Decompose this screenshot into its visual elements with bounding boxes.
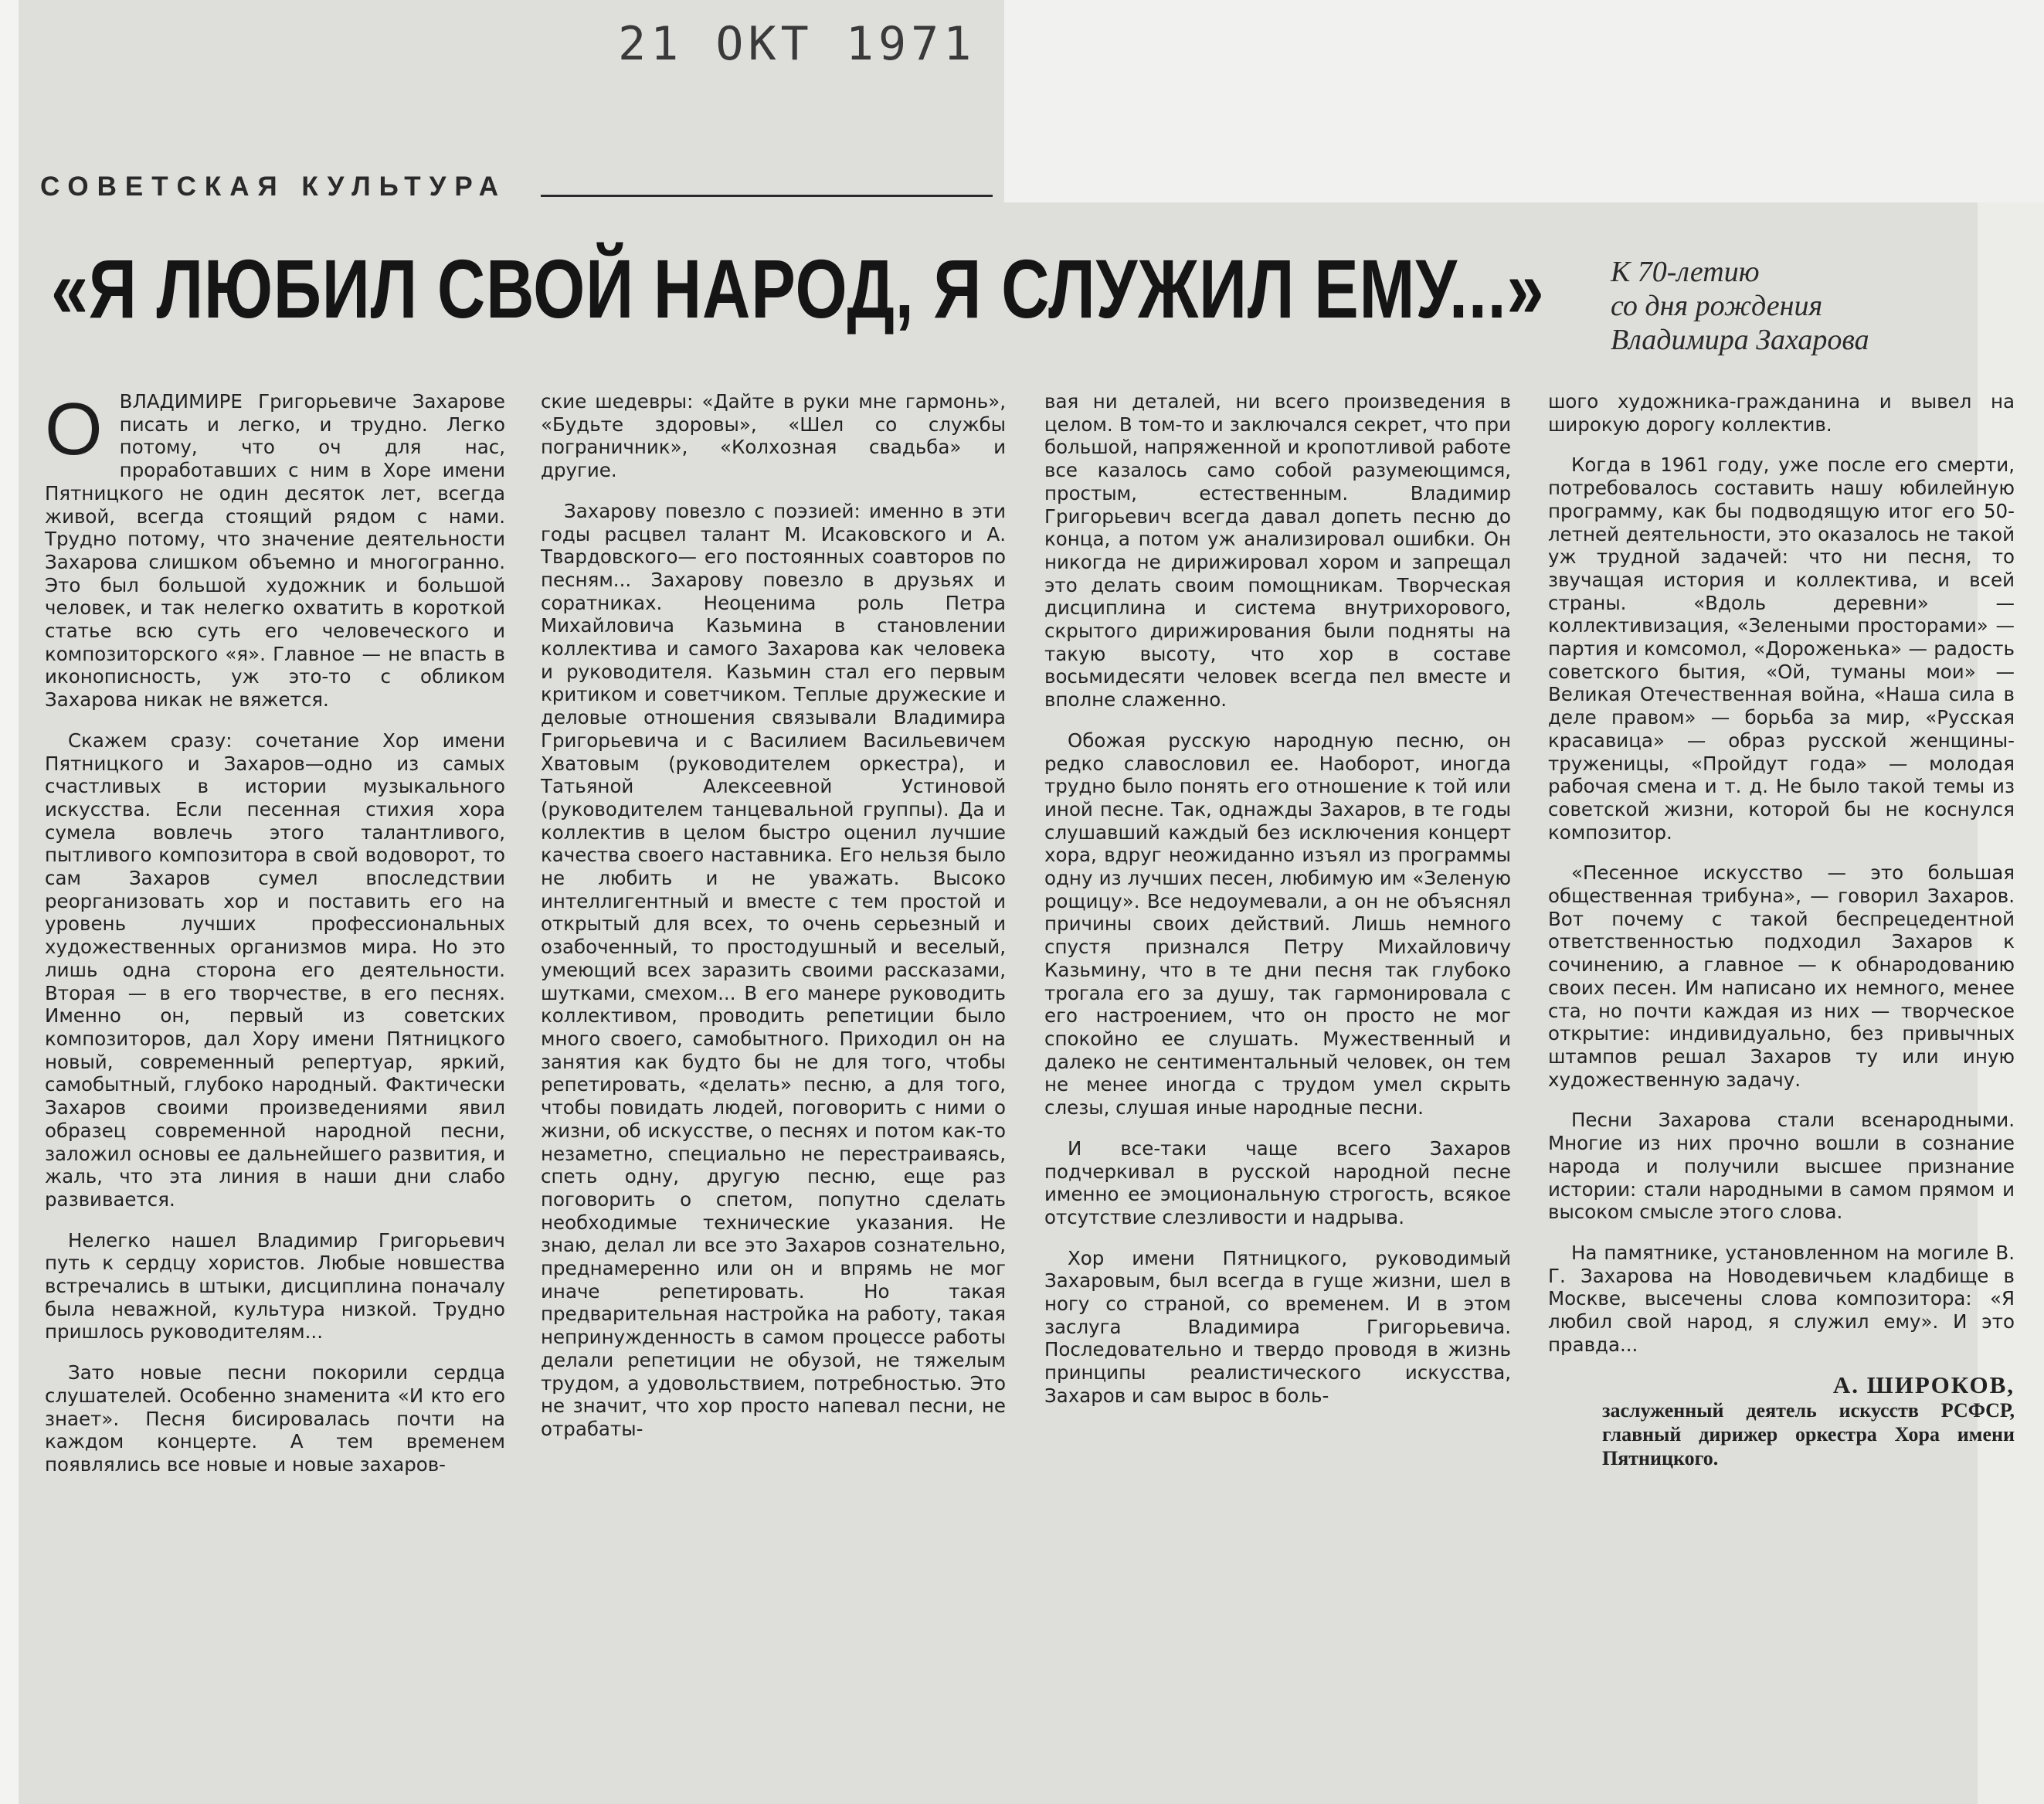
author-name: А. ШИРОКОВ, bbox=[1832, 1371, 2015, 1399]
article-column-3 bbox=[1044, 390, 1511, 1425]
article-paragraph: Нелегко нашел Владимир Григорьевич путь к сердцу хористов. Любые новшества встречались в штыки, дисциплина поначалу была неважной, культура низкой. Трудно пришлось руководителям... bbox=[45, 1228, 505, 1344]
article-paragraph: Зато новые песни покорили сердца слушателей. Особенно знаменита «И кто его знает». Песня бисировалась почти на каждом концерте. А тем временем появлялись все новые и новые захаров- bbox=[45, 1361, 505, 1476]
drop-cap: О bbox=[45, 388, 103, 471]
article-paragraph: «Песенное искусство — это большая общественная трибуна», — говорил Захаров. Вот почему с такой беспрецедентной ответственностью подходил Захаров к сочинению, а главное — к обнародованию своих песен. Им написано их немного, менее ста, но почти каждая из них — творческое открытие: индивидуально, без привычных штампов решал Захаров ту или иную художественную задачу. bbox=[1548, 861, 2015, 1091]
article-paragraph: вая ни деталей, ни всего произведения в целом. В том-то и заключался секрет, что при большой, напряженной и кропотливой работе все казалось само собой разумеющимся, простым, естественным. Владимир Григорьевич всегда давал допеть песню до конца, а потом уж анализировал ошибки. Он никогда не дирижировал хором и запрещал это делать своим помощникам. Творческая дисциплина и система внутрихорового, скрытого дирижирования были подняты на такую высоту, что хор в составе восьмидесяти человек всегда пел вместе и вполне слаженно. bbox=[1044, 390, 1511, 712]
masthead-rule bbox=[541, 195, 993, 197]
article-paragraph: Обожая русскую народную песню, он редко славословил ее. Наоборот, иногда трудно было понять его отношение к той или иной песне. Так, однажды Захаров, в те годы слушавший каждый без исключения концерт хора, вдруг неожиданно изъял из программы одну из лучших песен, любимую им «Зеленую рощицу». Все недоумевали, а он не объяснял причины своих действий. Лишь немного спустя признался Петру Михайловичу Казьмину, что в те дни песня так глубоко трогала его за душу, так гармонировала с его настроением, что он просто не мог спокойно ее слушать. Мужественный и далеко не сентиментальный человек, он тем не менее иногда с трудом умел скрыть слезы, слушая иные народные песни. bbox=[1044, 729, 1511, 1119]
article-paragraph: На памятнике, установленном на могиле В. Г. Захарова на Новодевичьем кладбище в Москве, высечены слова композитора: «Я любил свой народ, я служил ему». И это правда... bbox=[1548, 1241, 2015, 1356]
article-paragraph: Когда в 1961 году, уже после его смерти, потребовалось составить нашу юбилейную программу, как бы подводящую итог его 50-летней деятельности, это оказалось не такой уж трудной задачей: что ни песня, то звучащая история и коллектива, и всей страны. «Вдоль деревни» — коллективизация, «Зелеными просторами» — партия и комсомол, «Дороженька» — радость советского бытия, «Ой, туманы мои» — Великая Отечественная война, «Наша сила в деле правом» — борьба за мир, «Русская красавица» — образ русской женщины-труженицы, «Пройдут года» — молодая рабочая смена и т. д. Не было такой темы из советской жизни, которой бы не коснулся композитор. bbox=[1548, 454, 2015, 844]
article-paragraph: шого художника-гражданина и вывел на широкую дорогу коллектив. bbox=[1548, 390, 2015, 436]
article-paragraph bbox=[45, 390, 505, 712]
article-column-1 bbox=[45, 390, 505, 1494]
article-column-2 bbox=[541, 390, 1006, 1459]
rubric-line: Владимира Захарова bbox=[1611, 324, 1869, 356]
scan-margin bbox=[0, 0, 19, 1804]
paragraph-text: ВЛАДИМИРЕ Григорьевиче Захарове писать и легко, и трудно. Легко потому, что оч для нас, проработавших с ним в Хоре имени Пятницкого не один десяток лет, всегда живой, всегда стоящий рядом с нами. Трудно потому, что значение деятельности Захарова слишком объемно и многогранно. Это был большой художник и большой человек, и так нелегко охватить в короткой статье всю суть его человеческого и композиторского «я». Главное — не впасть в иконописность, уж это-то с обликом Захарова никак не вяжется. bbox=[45, 390, 505, 712]
author-title: заслуженный деятель искусств РСФСР, главный дирижер оркестра Хора имени Пятницкого. bbox=[1602, 1399, 2015, 1470]
rubric-line: К 70-летию bbox=[1611, 256, 1760, 288]
rubric bbox=[1611, 255, 2012, 357]
article-column-4 bbox=[1548, 390, 2015, 1470]
article-paragraph: Песни Захарова стали всенародными. Многие из них прочно вошли в сознание народа и получили высшее признание истории: стали народными в самом прямом и высоком смысле этого слова. bbox=[1548, 1109, 2015, 1224]
rubric-line: со дня рождения bbox=[1611, 290, 1823, 322]
date-stamp: 21 ОКТ 1971 bbox=[618, 17, 976, 71]
headline: «Я ЛЮБИЛ СВОЙ НАРОД, Я СЛУЖИЛ ЕМУ...» bbox=[51, 242, 1545, 335]
article-paragraph: И все-таки чаще всего Захаров подчеркивал в русской народной песне именно ее эмоциональную строгость, всякое отсутствие слезливости и надрыва. bbox=[1044, 1136, 1511, 1228]
article-paragraph: Захарову повезло с поэзией: именно в эти годы расцвел талант М. Исаковского и А. Твардовского— его постоянных соавторов по песням... Захарову повезло в друзьях и соратниках. Неоценима роль Петра Михайловича Казьмина в становлении коллектива и самого Захарова как человека и руководителя. Казьмин стал его первым критиком и советчиком. Теплые дружеские и деловые отношения связывали Владимира Григорьевича и с Василием Васильевичем Хватовым (руководителем оркестра), и Татьяной Алексеевной Устиновой (руководителем танцевальной группы). Да и коллектив в целом быстро оценил лучшие качества своего наставника. Его нельзя было не любить и не уважать. Высоко интеллигентный и вместе с тем простой и открытый для всех, то очень серьезный и озабоченный, то простодушный и веселый, умеющий всех заразить своими рассказами, шутками, смехом... В его манере руководить коллективом, проводить репетиции было много своего, самобытного. Приходил он на занятия как будто бы не для того, чтобы репетировать, «делать» песню, а для того, чтобы повидать людей, поговорить с ними о жизни, об искусстве, о песнях и потом как-то незаметно, специально не перестраиваясь, спеть одну, другую песню, еще раз поговорить о спетом, попутно сделать необходимые технические указания. Не знаю, делал ли все это Захаров сознательно, преднамеренно или он и впрямь не мог иначе репетировать. Но такая предварительная настройка на работу, такая непринужденность в самом процессе работы делали репетиции не обузой, не тяжелым трудом, а удовольствием, потребностью. Это не значит, что хор просто напевал песни, не отрабаты- bbox=[541, 499, 1006, 1440]
newspaper-name: СОВЕТСКАЯ КУЛЬТУРА bbox=[40, 172, 507, 202]
article-paragraph: ские шедевры: «Дайте в руки мне гармонь», «Будьте здоровы», «Шел со службы пограничник», «Колхозная свадьба» и другие. bbox=[541, 390, 1006, 482]
article-paragraph: Скажем сразу: сочетание Хор имени Пятницкого и Захаров—одно из самых счастливых в истории музыкального искусства. Если песенная стихия хора сумела вовлечь этого талантливого, пытливого композитора в свой водоворот, то сам Захаров сумел впоследствии реорганизовать хор и поставить его на уровень лучших профессиональных художественных организмов мира. Но это лишь одна сторона его деятельности. Вторая — в его творчестве, в его песнях. Именно он, первый из советских композиторов, дал Хору имени Пятницкого новый, современный репертуар, яркий, самобытный, глубоко народный. Фактически Захаров своими произведениями явил образец современной народной песни, заложил основы ее дальнейшего развития, и жаль, что эта линия в наши дни слабо развивается. bbox=[45, 729, 505, 1211]
article-paragraph: Хор имени Пятницкого, руководимый Захаровым, был всегда в гуще жизни, шел в ногу со страной, со временем. И в этом заслуга Владимира Григорьевича. Последовательно и твердо проводя в жизнь принципы реалистического искусства, Захаров и сам вырос в боль- bbox=[1044, 1246, 1511, 1407]
scan-background bbox=[1004, 0, 2044, 202]
